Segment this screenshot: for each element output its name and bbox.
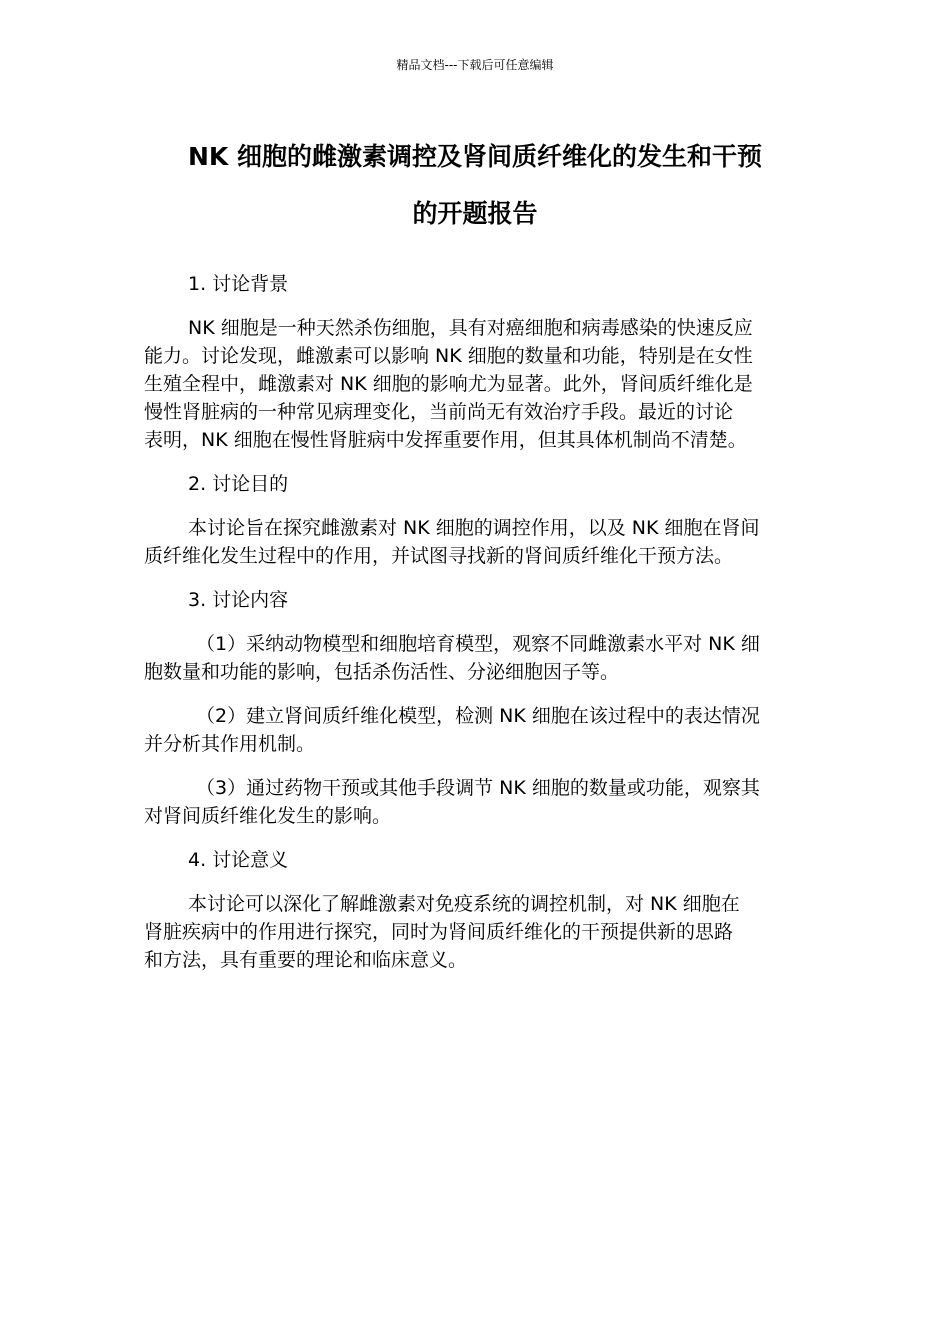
paragraph-line: 表明，NK 细胞在慢性肾脏病中发挥重要作用，但其具体机制尚不清楚。 xyxy=(144,429,747,451)
paragraph-line: 和方法，具有重要的理论和临床意义。 xyxy=(144,949,468,971)
section-heading-content: 3. 讨论内容 xyxy=(188,589,289,611)
section-heading-significance: 4. 讨论意义 xyxy=(188,849,289,871)
paragraph-line: 对肾间质纤维化发生的影响。 xyxy=(144,805,392,827)
paragraph-line: 并分析其作用机制。 xyxy=(144,733,316,755)
paragraph-line: （2）建立肾间质纤维化模型，检测 NK 细胞在该过程中的表达情况 xyxy=(196,705,760,727)
paragraph-line: NK 细胞是一种天然杀伤细胞，具有对癌细胞和病毒感染的快速反应 xyxy=(188,317,753,339)
paragraph-line: 本讨论旨在探究雌激素对 NK 细胞的调控作用，以及 NK 细胞在肾间 xyxy=(188,517,760,539)
content-item xyxy=(144,774,806,830)
document-title xyxy=(140,128,810,242)
paragraph-line: 肾脏疾病中的作用进行探究，同时为肾间质纤维化的干预提供新的思路 xyxy=(144,921,734,943)
content-item xyxy=(144,702,806,758)
page-header: 精品文档---下载后可任意编辑 xyxy=(396,58,554,72)
section-paragraph xyxy=(144,890,806,974)
title-line: NK 细胞的雌激素调控及肾间质纤维化的发生和干预 xyxy=(187,142,762,171)
section-heading-background: 1. 讨论背景 xyxy=(188,273,289,295)
paragraph-line: 慢性肾脏病的一种常见病理变化，当前尚无有效治疗手段。最近的讨论 xyxy=(144,401,734,423)
content-item xyxy=(144,630,806,686)
title-line: 的开题报告 xyxy=(412,199,538,228)
section-paragraph xyxy=(144,314,806,454)
paragraph-line: 生殖全程中，雌激素对 NK 细胞的影响尤为显著。此外，肾间质纤维化是 xyxy=(144,373,753,395)
paragraph-line: （1）采纳动物模型和细胞培育模型，观察不同雌激素水平对 NK 细 xyxy=(196,633,760,655)
paragraph-line: 质纤维化发生过程中的作用，并试图寻找新的肾间质纤维化干预方法。 xyxy=(144,545,734,567)
paragraph-line: （3）通过药物干预或其他手段调节 NK 细胞的数量或功能，观察其 xyxy=(196,777,760,799)
section-paragraph xyxy=(144,514,806,570)
section-heading-purpose: 2. 讨论目的 xyxy=(188,473,289,495)
paragraph-line: 能力。讨论发现，雌激素可以影响 NK 细胞的数量和功能，特别是在女性 xyxy=(144,345,753,367)
document-body xyxy=(144,270,806,990)
paragraph-line: 胞数量和功能的影响，包括杀伤活性、分泌细胞因子等。 xyxy=(144,661,620,683)
paragraph-line: 本讨论可以深化了解雌激素对免疫系统的调控机制，对 NK 细胞在 xyxy=(188,893,740,915)
